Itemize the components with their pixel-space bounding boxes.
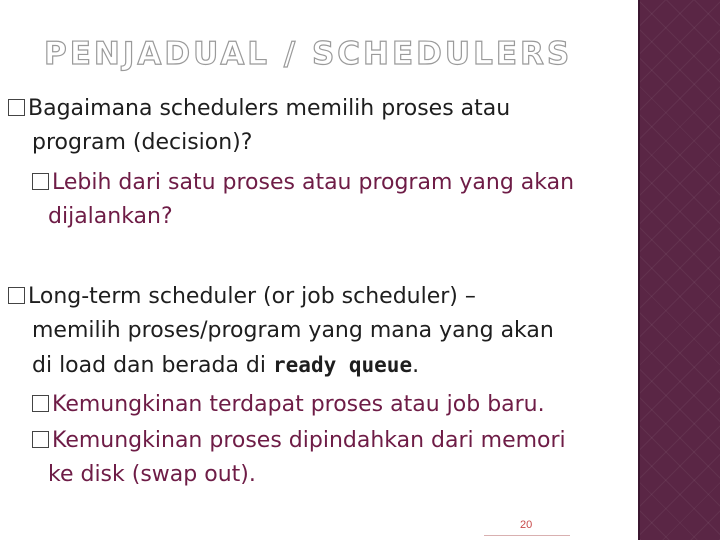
- box-bullet-icon: [32, 395, 49, 412]
- sub-bullet-2-2-line-1: Kemungkinan proses dipindahkan dari memori: [32, 426, 566, 456]
- sub-bullet-1-1-line-2: dijalankan?: [48, 204, 173, 229]
- box-bullet-icon: [32, 431, 49, 448]
- page-number-rule: [484, 535, 570, 536]
- bullet-1-line-1: Bagaimana schedulers memilih proses atau: [8, 94, 510, 124]
- ready-queue-term: ready queue: [273, 353, 413, 377]
- sub-bullet-1-1-line-1: Lebih dari satu proses atau program yang akan: [32, 168, 574, 198]
- sub-bullet-2-2-line-2: ke disk (swap out).: [48, 462, 256, 487]
- sub-bullet-2-1: Kemungkinan terdapat proses atau job baru.: [32, 390, 545, 420]
- bullet-2-line-1: Long-term scheduler (or job scheduler) –: [8, 282, 476, 312]
- bullet-2-line-2: memilih proses/program yang mana yang akan: [32, 318, 554, 343]
- box-bullet-icon: [8, 99, 25, 116]
- decorative-side-panel: [640, 0, 720, 540]
- box-bullet-icon: [8, 287, 25, 304]
- bullet-1-line-2: program (decision)?: [32, 130, 253, 155]
- slide-title: PENJADUAL / SCHEDULERS: [44, 36, 573, 72]
- bullet-2-line-3: di load dan berada di ready queue.: [32, 353, 420, 378]
- box-bullet-icon: [32, 173, 49, 190]
- page-number: 20: [520, 519, 533, 531]
